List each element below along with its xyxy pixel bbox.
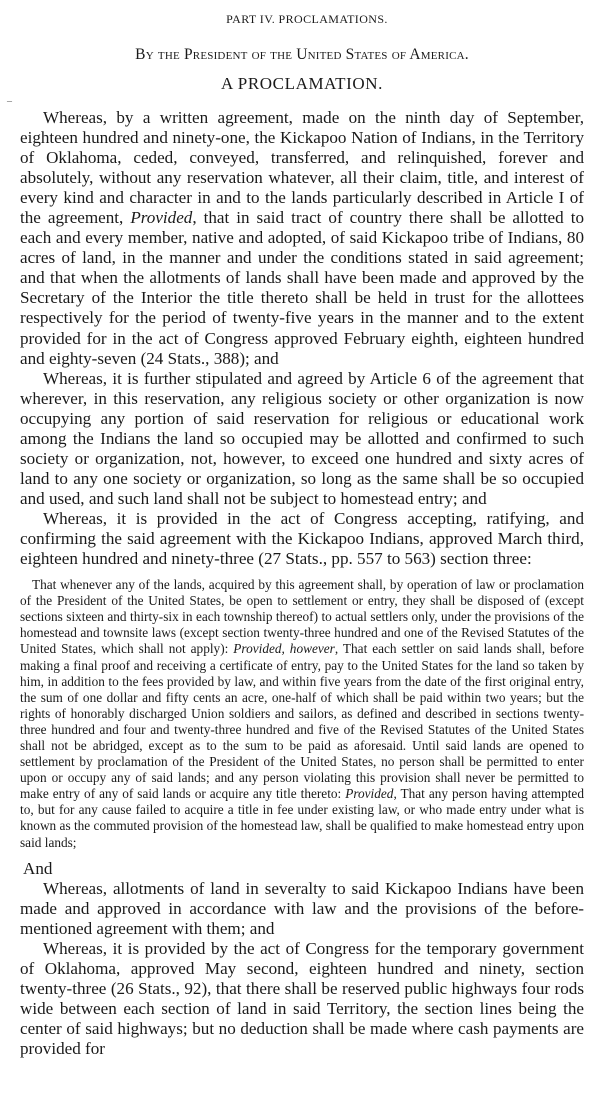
paragraph-agreement	[20, 108, 584, 369]
proclamation-body	[20, 108, 584, 1059]
quote-text-b: , That each settler on said lands shall, before making a final proof and receiving a certificate of entry, pay to the United States for the land so taken by him, in addition to the fees provided by law, and within five years from the date of the first original entry, the sum of one dollar and fifty cents an acre, one-half of which shall be paid within two years; but the rights of honorably discharged Union soldiers and sailors, as defined and described in sections twenty-three hundred and four and twenty-three hundred and five of the Revised Statutes of the United States shall not be abridged, except as to the sum to be paid as aforesaid. Until said lands are opened to settlement by proclamation of the President of the United States, no person shall be permitted to enter upon or occupy any of said lands; and any person violating this provision shall never be permitted to make entry of any of said lands or acquire any title thereto:	[20, 641, 584, 802]
paragraph-act-of-congress: Whereas, it is provided in the act of Congress accepting, ratifying, and confirming the said agreement with the Kickapoo Indians, approved March third, eighteen hundred and ninety-three (27 Stats., pp. 557 to 563) section three:	[20, 508, 584, 569]
quoted-text	[20, 577, 584, 851]
paragraph-agreement-text-b: , that in said tract of country there shall be allotted to each and every member, native and adopted, of said Kickapoo tribe of Indians, 80 acres of land, in the manner and under the conditions stated in said agreement; and that when the allotments of lands shall have been made and approved by the Secretary of the Interior the title thereto shall be held in trust for the allottees respectively for the period of twenty-five years in the manner and to the extent provided for in the act of Congress approved February eighth, eighteen hundred and eighty-seven (24 Stats., 388); and	[20, 208, 584, 368]
paragraph-allotments: Whereas, allotments of land in severalty to said Kickapoo Indians have been made and approved in accordance with law and the provisions of the before-mentioned agreement with them; and	[20, 878, 584, 938]
provided-italic-2: Provided	[345, 786, 394, 802]
provided-italic: Provided	[130, 208, 193, 228]
running-head: PART IV. PROCLAMATIONS.	[226, 12, 388, 26]
and-line: And	[23, 858, 53, 878]
paragraph-article-six: Whereas, it is further stipulated and agreed by Article 6 of the agreement that wherever, in this reservation, any religious society or other organization is now occupying any portion of said reservation for religious or educational work among the Indians the land so occupied may be allotted and confirmed to such society or organization, not, however, to exceed one hundred and sixty acres of land to any one society or organization, so long as the same shall be so occupied and used, and such land shall not be subject to homestead entry; and	[20, 368, 584, 508]
quote-text-c: , That any person having attempted to, but for any cause failed to acquire a title in fee under existing law, or who made entry under what is known as the commuted provision of the homestead law, shall be qualified to make homestead entry upon said lands;	[20, 786, 584, 850]
paragraph-highways: Whereas, it is provided by the act of Congress for the temporary government of Oklahoma, approved May second, eighteen hundred and ninety, section twenty-three (26 Stats., 92), that there shall be reserved public highways four rods wide between each section of land in said Territory, the section lines being the center of said highways; but no deduction shall be made where cash payments are provided for	[20, 938, 584, 1059]
by-line: By the President of the United States of America.	[135, 46, 469, 63]
provided-however-italic: Provided, however	[233, 641, 335, 657]
paragraph-agreement-text-a: Whereas, by a written agreement, made on the ninth day of September, eighteen hundred and ninety-one, the Kickapoo Nation of Indians, in the Territory of Oklahoma, ceded, conveyed, transferred, and relinquished, forever and absolutely, without any reservation whatever, all their claim, title, and interest of every kind and character in and to the lands particularly described in Article I of the agreement,	[20, 108, 584, 228]
proclamation-title: A PROCLAMATION.	[220, 74, 384, 93]
quoted-section-three	[20, 577, 584, 851]
quote-text-a: That whenever any of the lands, acquired by this agreement shall, by operation of law or proclamation of the President of the United States, be open to settlement or entry, they shall be disposed of (except sections sixteen and thirty-six in each township thereof) to actual settlers only, under the provisions of the homestead and townsite laws (except section twenty-three hundred and one of the Revised Statutes of the United States, which shall not apply):	[20, 577, 584, 657]
margin-mark: –	[7, 96, 12, 107]
